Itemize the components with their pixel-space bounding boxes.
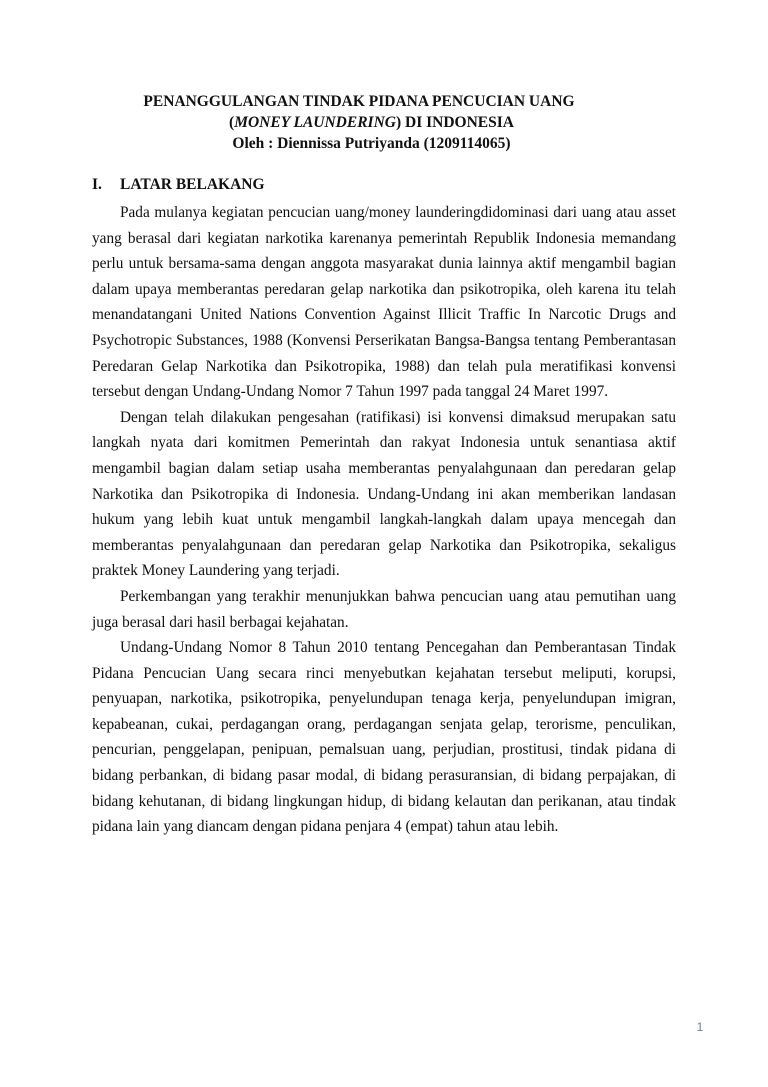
document-subtitle (67, 112, 676, 133)
section-heading (92, 174, 265, 196)
subtitle-rest: ) DI INDONESIA (395, 114, 514, 131)
paragraph: Dengan telah dilakukan pengesahan (ratifikasi) isi konvensi dimaksud merupakan satu langkah nyata dari komitmen Pemerintah dan rakyat Indonesia untuk senantiasa aktif mengambil bagian dalam setiap usaha memberantas penyalahgunaan dan peredaran gelap Narkotika dan Psikotropika di Indonesia. Undang-Undang ini akan memberikan landasan hukum yang lebih kuat untuk mengambil langkah-langkah dalam upaya mencegah dan memberantas penyalahgunaan dan peredaran gelap Narkotika dan Psikotropika, sekaligus praktek Money Laundering yang terjadi. (92, 408, 676, 580)
page-number: 1 (696, 1020, 704, 1034)
paragraph: Pada mulanya kegiatan pencucian uang/money launderingdidominasi dari uang atau asset yang berasal dari kegiatan narkotika karenanya pemerintah Republik Indonesia memandang perlu untuk bersama-sama dengan anggota masyarakat dunia lainnya aktif mengambil bagian dalam upaya memberantas peredaran gelap narkotika dan psikotropika, oleh karena itu telah menandatangani United Nations Convention Against Illicit Traffic In Narcotic Drugs and Psychotropic Substances, 1988 (Konvensi Perserikatan Bangsa-Bangsa tentang Pemberantasan Peredaran Gelap Narkotika dan Psikotropika, 1988) dan telah pula meratifikasi konvensi tersebut dengan Undang-Undang Nomor 7 Tahun 1997 pada tanggal 24 Maret 1997. (92, 204, 676, 401)
section-title: LATAR BELAKANG (120, 176, 265, 193)
paragraph: Perkembangan yang terakhir menunjukkan bahwa pencucian uang atau pemutihan uang juga berasal dari hasil berbagai kejahatan. (92, 587, 676, 631)
author-line: Oleh : Diennissa Putriyanda (1209114065) (232, 135, 511, 152)
paragraph: Undang-Undang Nomor 8 Tahun 2010 tentang Pencegahan dan Pemberantasan Tindak Pidana Pencucian Uang secara rinci menyebutkan kejahatan tersebut meliputi, korupsi, penyuapan, narkotika, psikotropika, penyelundupan tenaga kerja, penyelundupan imigran, kepabeanan, cukai, perdagangan orang, perdagangan senjata gelap, terorisme, penculikan, pencurian, penggelapan, penipuan, pemalsuan uang, perjudian, prostitusi, tindak pidana di bidang perbankan, di bidang pasar modal, di bidang perasuransian, di bidang perpajakan, di bidang kehutanan, di bidang lingkungan hidup, di bidang kelautan dan perikanan, atau tindak pidana lain yang diancam dengan pidana penjara 4 (empat) tahun atau lebih. (92, 639, 676, 836)
body-text (92, 200, 676, 840)
document-title-block (92, 91, 676, 154)
document-title: PENANGGULANGAN TINDAK PIDANA PENCUCIAN UANG (143, 93, 575, 110)
section-number: I. (92, 176, 102, 193)
subtitle-open-paren: ( (229, 114, 235, 131)
subtitle-italic-term: MONEY LAUNDERING (234, 114, 396, 131)
